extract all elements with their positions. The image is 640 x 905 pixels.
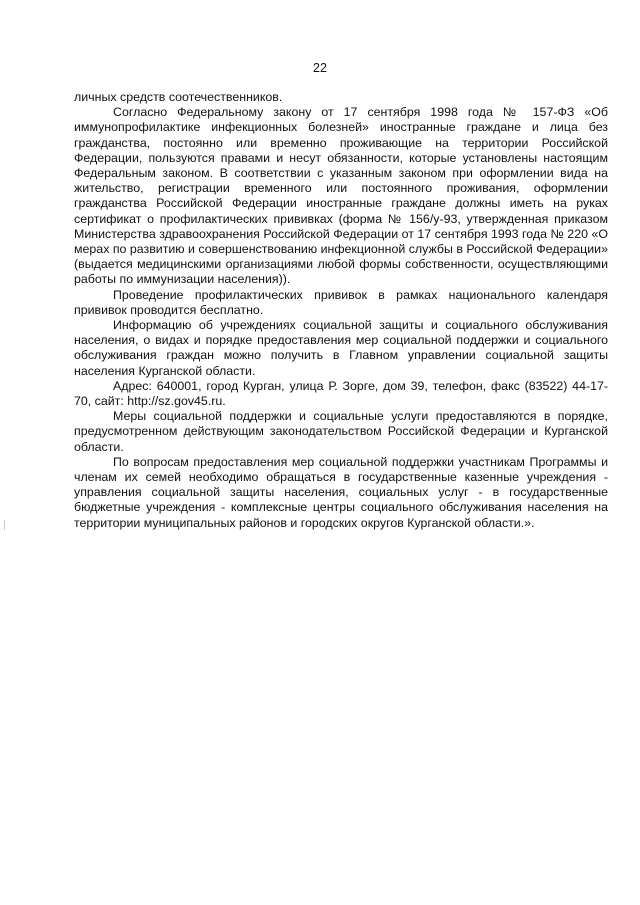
page-number: 22 <box>313 61 327 75</box>
paragraph-address: Адрес: 640001, город Курган, улица Р. Зорге, дом 39, телефон, факс (83522) 44-17-70, сайт: http://sz.gov45.ru. <box>74 378 608 409</box>
paragraph-social-measures: Меры социальной поддержки и социальные услуги предоставляются в порядке, предусмотренном действующим законодательством Российской Федерации и Курганской области. <box>74 409 608 454</box>
paragraph-free-vaccination: Проведение профилактических прививок в рамках национального календаря прививок проводится бесплатно. <box>74 287 608 317</box>
scan-margin-mark <box>4 520 5 530</box>
paragraph-social-info: Информацию об учреждениях социальной защиты и социального обслуживания населения, о видах и порядке предоставления мер социальной поддержки и социального обслуживания граждан можно получить в Главном управлении социальной защиты населения Курганской области. <box>74 318 608 378</box>
paragraph-federal-law: Согласно Федеральному закону от 17 сентября 1998 года № 157-ФЗ «Об иммунопрофилактике инфекционных болезней» иностранные граждане и лица без гражданства, постоянно или временно проживающие на территории Российской Федерации, пользуются правами и несут обязанности, которые установлены настоящим Федеральным законом. В соответствии с указанным законом при оформлении вида на жительство, регистрации временного или постоянного проживания, оформлении гражданства Российской Федерации иностранные граждане должны иметь на руках сертификат о профилактических прививках (форма № 156/у-93, утвержденная приказом Министерства здравоохранения Российской Федерации от 17 сентября 1993 года № 220 «О мерах по развитию и совершенствованию инфекционной службы в Российской Федерации» (выдается медицинскими организациями любой формы собственности, осуществляющими работы по иммунизации населения)). <box>74 105 608 287</box>
paragraph-contact-institutions: По вопросам предоставления мер социальной поддержки участникам Программы и членам их семей необходимо обращаться в государственные казенные учреждения - управления социальной защиты населения, социальных услуг - в государственные бюджетные учреждения - комплексные центры социального обслуживания населения на территории муниципальных районов и городских округов Курганской области.». <box>74 454 608 530</box>
paragraph-continuation: личных средств соотечественников. <box>74 90 283 104</box>
body-text <box>74 90 608 531</box>
